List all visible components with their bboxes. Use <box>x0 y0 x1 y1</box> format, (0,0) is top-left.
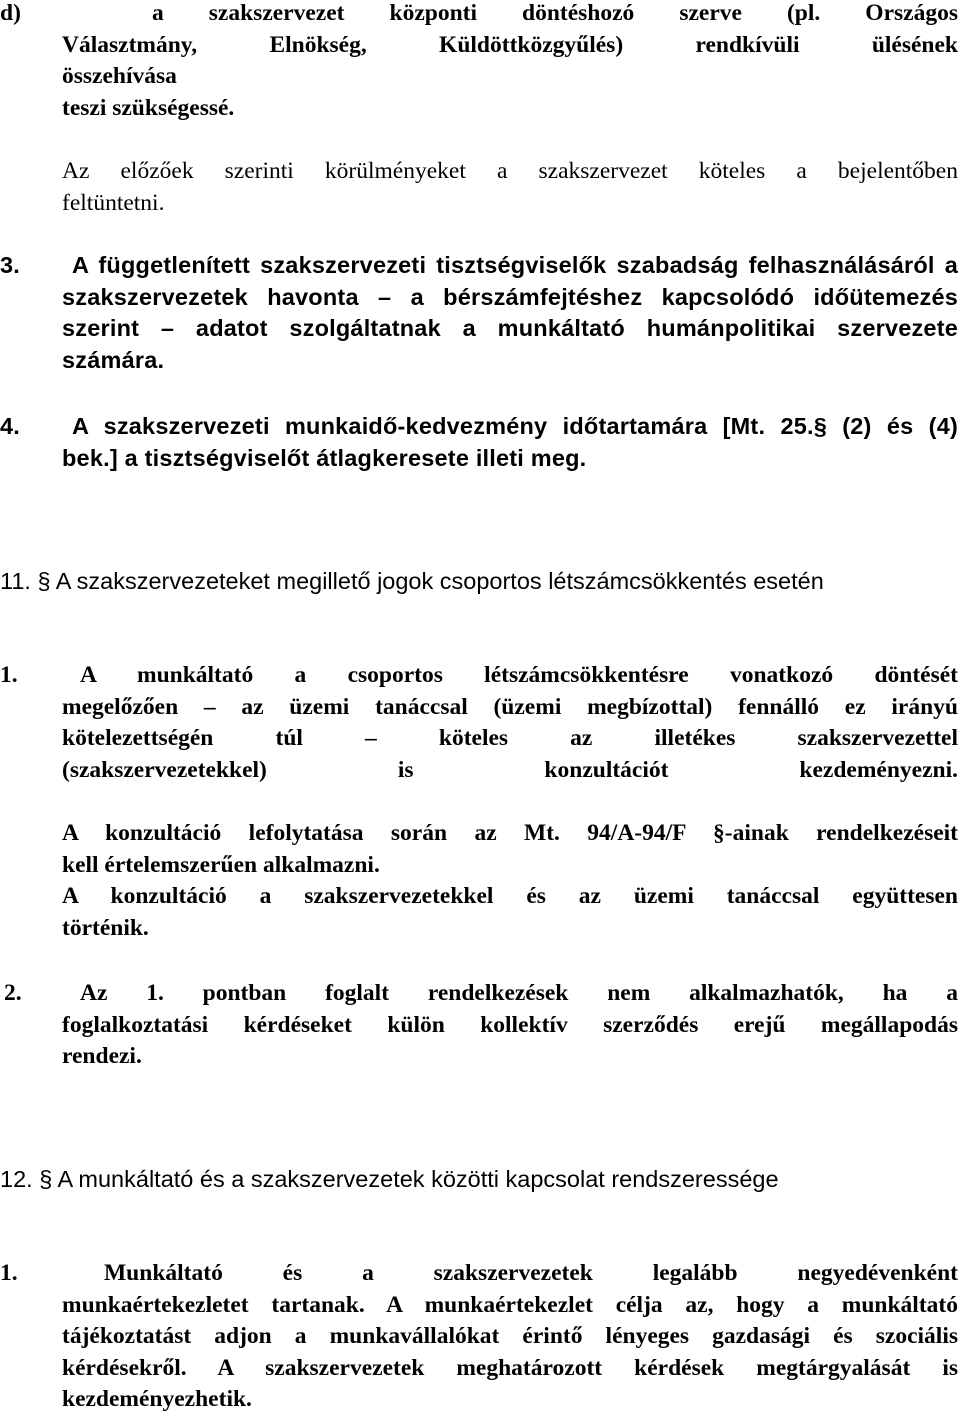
section-heading-12: 12. § A munkáltató és a szakszervezetek közötti kapcsolat rendszeressége <box>0 1166 779 1192</box>
item-12-1 <box>0 1258 960 1416</box>
text-line: teszi szükségessé. <box>62 94 235 121</box>
text-line: összehívása <box>62 63 177 89</box>
text-line: munkaértekezletet tartanak. A munkaértekezlet célja az, hogy a munkáltató <box>62 1291 958 1318</box>
text-line: kezdeményezhetik. <box>62 1386 252 1412</box>
text-line: a szakszervezet központi döntéshozó szerve (pl. Országos <box>152 0 958 26</box>
text-line: A konzultáció a szakszervezetekkel és az üzemi tanáccsal együttesen <box>62 883 958 909</box>
item-11-2 <box>0 978 960 1073</box>
text-line: (szakszervezetekkel) is konzultációt kezdeményezni. <box>62 756 958 783</box>
text-line: A szakszervezeti munkaidő-kedvezmény időtartamára [Mt. 25.§ (2) és (4) <box>72 413 958 439</box>
text-line: foglalkoztatási kérdéseket külön kollektív szerződés erejű megállapodás <box>62 1011 958 1038</box>
text-line: kötelezettségén túl – köteles az illetékes szakszervezettel <box>62 725 958 751</box>
text-line: A függetlenített szakszervezeti tisztségviselők szabadság felhasználásáról a <box>72 252 958 278</box>
list-marker: 1. <box>0 1260 18 1286</box>
item-3 <box>0 250 960 376</box>
paragraph-circumstances <box>0 156 960 219</box>
list-marker: 4. <box>0 413 20 439</box>
section-heading-11: 11. § A szakszervezeteket megillető jogok csoportos létszámcsökkentés esetén <box>0 568 824 594</box>
list-marker: d) <box>0 0 21 26</box>
text-line: tájékoztatást adjon a munkavállalókat érintő lényeges gazdasági és szociális <box>62 1323 958 1349</box>
text-line: rendezi. <box>62 1043 142 1069</box>
text-line: A konzultáció lefolytatása során az Mt. 94/A-94/F §-ainak rendelkezéseit <box>62 820 958 846</box>
list-marker: 1. <box>0 662 18 688</box>
text-line: megelőzően – az üzemi tanáccsal (üzemi megbízottal) fennálló ez irányú <box>62 693 958 720</box>
text-line: szakszervezetek havonta – a bérszámfejtéshez kapcsolódó időütemezés <box>62 283 958 310</box>
text-line: Választmány, Elnökség, Küldöttközgyűlés) rendkívüli ülésének <box>62 31 958 58</box>
list-marker: 2. <box>4 980 22 1006</box>
text-line: kell értelemszerűen alkalmazni. <box>62 851 380 878</box>
paragraph-consultation <box>0 818 960 944</box>
text-line: A munkáltató a csoportos létszámcsökkentésre vonatkozó döntését <box>80 662 958 688</box>
text-line: Az előzőek szerinti körülményeket a szakszervezet köteles a bejelentőben <box>62 158 958 184</box>
section-d <box>0 0 960 124</box>
text-line: számára. <box>62 346 165 373</box>
text-line: kérdésekről. A szakszervezetek meghatározott kérdések megtárgyalását is <box>62 1354 958 1381</box>
item-11-1 <box>0 660 960 786</box>
item-4 <box>0 411 960 474</box>
list-marker: 3. <box>0 252 20 278</box>
text-line: feltüntetni. <box>62 189 165 216</box>
text-line: szerint – adatot szolgáltatnak a munkáltató humánpolitikai szervezete <box>62 315 958 341</box>
text-line: történik. <box>62 914 149 941</box>
text-line: bek.] a tisztségviselőt átlagkeresete illeti meg. <box>62 444 587 471</box>
text-line: Az 1. pontban foglalt rendelkezések nem alkalmazhatók, ha a <box>80 980 958 1006</box>
text-line: Munkáltató és a szakszervezetek legalább negyedévenként <box>104 1260 958 1286</box>
